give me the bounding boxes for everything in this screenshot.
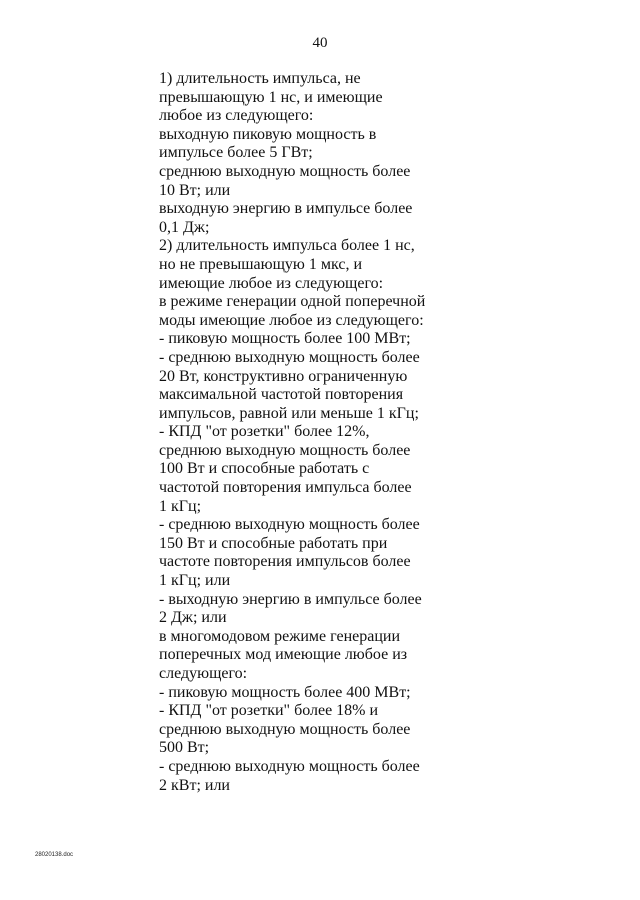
text-line: 100 Вт и способные работать с bbox=[159, 460, 370, 478]
text-line: 2 кВт; или bbox=[159, 776, 230, 794]
text-line: 500 Вт; bbox=[159, 739, 210, 757]
text-line: - КПД "от розетки" более 12%, bbox=[159, 423, 370, 441]
page-number: 40 bbox=[312, 35, 328, 51]
text-line: любое из следующего: bbox=[159, 107, 314, 125]
text-line: 2) длительность импульса более 1 нс, bbox=[159, 237, 415, 255]
text-line: 10 Вт; или bbox=[159, 181, 231, 199]
text-line: - пиковую мощность более 400 МВт; bbox=[159, 683, 411, 701]
text-line: частотой повторения импульса более bbox=[159, 479, 412, 497]
text-line: среднюю выходную мощность более bbox=[159, 162, 411, 180]
text-line: импульсов, равной или меньше 1 кГц; bbox=[159, 404, 419, 422]
text-line: 1) длительность импульса, не bbox=[159, 70, 361, 87]
text-line: - среднюю выходную мощность более bbox=[159, 516, 420, 534]
text-line: выходную пиковую мощность в bbox=[159, 125, 377, 143]
text-line: - пиковую мощность более 100 МВт; bbox=[159, 330, 411, 348]
document-body bbox=[159, 70, 459, 795]
text-line: 1 кГц; или bbox=[159, 572, 231, 590]
text-line: 1 кГц; bbox=[159, 497, 202, 515]
text-line: среднюю выходную мощность более bbox=[159, 441, 411, 459]
text-line: превышающую 1 нс, и имеющие bbox=[159, 88, 383, 106]
text-line: 0,1 Дж; bbox=[159, 218, 210, 236]
text-line: моды имеющие любое из следующего: bbox=[159, 311, 424, 329]
text-line: имеющие любое из следующего: bbox=[159, 274, 384, 292]
text-line: - среднюю выходную мощность более bbox=[159, 757, 420, 775]
text-line: в режиме генерации одной поперечной bbox=[159, 293, 426, 311]
text-line: максимальной частотой повторения bbox=[159, 386, 404, 404]
footer-file-code: 28020138.doc bbox=[35, 852, 74, 858]
text-line: - выходную энергию в импульсе более bbox=[159, 590, 422, 608]
text-line: 20 Вт, конструктивно ограниченную bbox=[159, 367, 408, 385]
text-line: поперечных мод имеющие любое из bbox=[159, 646, 408, 664]
text-line: но не превышающую 1 мкс, и bbox=[159, 255, 363, 273]
text-line: 150 Вт и способные работать при bbox=[159, 534, 388, 552]
text-line: - среднюю выходную мощность более bbox=[159, 348, 420, 366]
text-line: частоте повторения импульсов более bbox=[159, 553, 411, 571]
text-line: среднюю выходную мощность более bbox=[159, 720, 411, 738]
text-line: в многомодовом режиме генерации bbox=[159, 627, 401, 645]
text-line: выходную энергию в импульсе более bbox=[159, 200, 413, 218]
text-line: 2 Дж; или bbox=[159, 609, 227, 627]
text-line: - КПД "от розетки" более 18% и bbox=[159, 702, 379, 720]
text-line: следующего: bbox=[159, 665, 248, 682]
text-line: импульсе более 5 ГВт; bbox=[159, 144, 313, 162]
